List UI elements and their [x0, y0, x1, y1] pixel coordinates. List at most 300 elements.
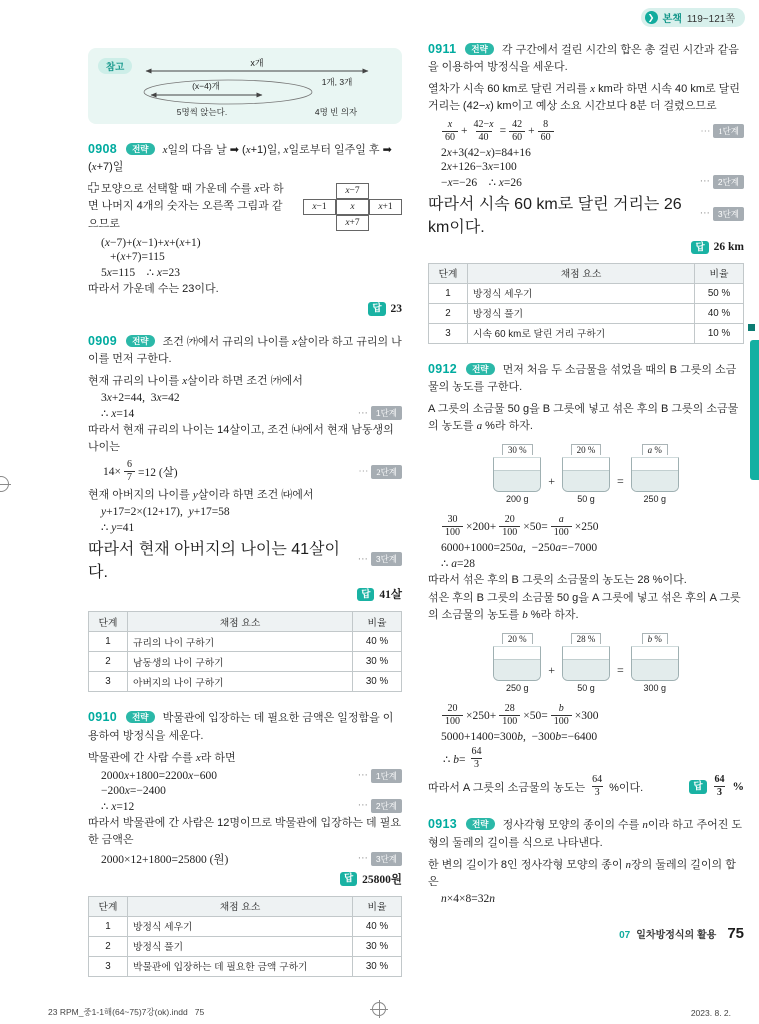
cell-step: 1 — [429, 283, 468, 303]
fraction — [499, 514, 520, 539]
frac-num: 8 — [543, 118, 549, 130]
beaker-amount-label: 50 g — [577, 683, 595, 694]
conclusion-line — [428, 191, 744, 237]
equation: 2x+3(42−x)=84+16 — [441, 146, 531, 159]
conclusion-text: 따라서 현재 아버지의 나이는 41살이다. — [88, 541, 340, 582]
step-marker — [694, 207, 744, 221]
cell-step: 2 — [89, 936, 128, 956]
beaker-liquid — [563, 659, 609, 680]
chevron-icon — [645, 11, 658, 24]
chapter-footer — [428, 925, 744, 942]
beaker-percent-label: b % — [642, 633, 668, 644]
badge-book-label: 본책 — [662, 14, 682, 25]
cell-ratio: 30 % — [353, 936, 402, 956]
problem-number: 0912 — [428, 361, 458, 376]
conclusion-text: 따라서 가운데 수는 23이다. — [88, 283, 219, 296]
beaker-diagram-1 — [428, 444, 744, 504]
step-badge: 2단계 — [371, 465, 402, 479]
fraction — [499, 703, 520, 728]
equation-part: ×50= — [523, 709, 548, 722]
print-footer-left: 23 RPM_중1-1해(64~75)7강(ok).indd 75 — [48, 1007, 205, 1017]
strategy-text: 박물관에 입장하는 데 필요한 금액은 일정함을 이용하여 방정식을 세운다. — [88, 712, 394, 742]
frac-num: b — [558, 703, 564, 715]
step-badge: 3단계 — [371, 852, 402, 866]
cross-shape-icon — [88, 182, 99, 193]
equation: y+17=2×(12+17), y+17=58 — [101, 506, 230, 519]
leader-dots: ⋯ — [357, 770, 368, 782]
fraction — [538, 119, 554, 144]
cell-step: 1 — [89, 916, 128, 936]
fraction — [442, 703, 463, 728]
cross-cell-top: x −7 — [336, 183, 369, 199]
page-ref-badge — [641, 8, 745, 27]
beaker-liquid — [494, 659, 540, 680]
beaker-glass-icon — [631, 646, 679, 681]
table-row — [429, 303, 744, 323]
col-step: 단계 — [429, 263, 468, 283]
equation-line — [428, 175, 744, 189]
equation-line — [88, 392, 402, 404]
equation-line — [88, 265, 402, 279]
body-text: 따라서 박물관에 간 사람은 12명이므로 박물관에 입장하는 데 필요한 금액은 — [88, 816, 401, 846]
fraction — [442, 119, 458, 144]
table-row — [429, 283, 744, 303]
problem-0909 — [88, 332, 402, 693]
chevron-glyph: ❯ — [647, 12, 655, 22]
caption-right: 4명 빈 의자 — [315, 107, 358, 117]
cell-step: 3 — [89, 672, 128, 692]
equation: +(x+7)=115 — [110, 251, 165, 264]
frac-den: 7 — [124, 471, 135, 484]
table-row — [89, 632, 402, 652]
conclusion-line — [88, 536, 402, 582]
registration-mark-bottom — [372, 1002, 386, 1016]
frac-num: 42−x — [473, 118, 494, 130]
operator: + — [461, 125, 468, 138]
answer-value: 23 — [390, 303, 402, 316]
beaker-glass-icon — [562, 646, 610, 681]
strategy-badge: 전략 — [466, 363, 494, 375]
step-marker — [352, 406, 402, 420]
beaker — [562, 633, 610, 693]
cell-ratio: 30 % — [353, 672, 402, 692]
frac-num: 64 — [592, 774, 603, 786]
table-row — [89, 672, 402, 692]
step-marker — [694, 175, 744, 189]
cell-step: 1 — [89, 632, 128, 652]
fraction — [442, 514, 463, 539]
equation-part: ×250+ — [466, 709, 497, 722]
leader-dots: ⋯ — [357, 800, 368, 812]
fraction — [509, 119, 525, 144]
cell-ratio: 40 % — [695, 303, 744, 323]
operator: + — [528, 125, 535, 138]
conclusion-text-end: %이다. — [609, 781, 644, 794]
answer-value: % — [732, 780, 744, 793]
problem-head — [428, 360, 744, 396]
cross-cell-left: x −1 — [303, 199, 336, 215]
table-row — [89, 916, 402, 936]
beaker — [562, 444, 610, 504]
total-count-label: x개 — [250, 58, 264, 68]
frac-den: 40 — [476, 131, 492, 144]
frac-num: 42 — [512, 118, 523, 130]
cell-step: 3 — [429, 323, 468, 343]
equals-operator: = — [617, 663, 624, 678]
frac-num: x — [447, 118, 453, 130]
beaker-percent-label: 20 % — [502, 633, 533, 644]
answer-badge: 답 — [691, 241, 708, 254]
beaker-glass-icon — [493, 646, 541, 681]
equation-line — [88, 520, 402, 534]
strategy-badge: 전략 — [126, 143, 154, 155]
edge-index-square — [748, 324, 755, 331]
cell-criteria: 시속 60 km로 달린 거리 구하기 — [468, 323, 695, 343]
fraction — [589, 774, 605, 799]
beaker — [493, 444, 541, 504]
beaker-liquid — [563, 470, 609, 491]
body-text: 따라서 현재 규리의 나이는 14살이고, 조건 ㈏에서 현재 남동생의 나이는 — [88, 424, 394, 454]
table-row — [89, 652, 402, 672]
chapter-edge-tab — [750, 340, 759, 480]
beaker-percent-label: 28 % — [571, 633, 602, 644]
problem-number: 0909 — [88, 333, 118, 348]
step-badge: 3단계 — [713, 207, 744, 221]
equation-line — [88, 406, 402, 420]
equation-line — [428, 514, 744, 539]
cell-criteria: 아버지의 나이 구하기 — [128, 672, 353, 692]
problem-0910 — [88, 708, 402, 977]
frac-num: 6 — [127, 459, 132, 471]
equals-operator: = — [617, 474, 624, 489]
plus-operator: + — [548, 663, 555, 678]
frac-den: 3 — [592, 786, 603, 799]
strategy-badge: 전략 — [126, 711, 154, 723]
cell-ratio: 40 % — [353, 632, 402, 652]
frac-den: 100 — [499, 526, 520, 539]
reference-label: 참고 — [98, 58, 132, 74]
frac-den: 100 — [551, 526, 572, 539]
leader-dots: ⋯ — [700, 125, 711, 137]
body-text: 현재 아버지의 나이를 y살이라 하면 조건 ㈐에서 — [88, 489, 314, 502]
equation-line — [428, 746, 744, 771]
frac-den: 100 — [442, 526, 463, 539]
badge-pages-label: 119~121쪽 — [686, 14, 735, 25]
step-badge: 2단계 — [713, 175, 744, 189]
step-badge: 2단계 — [371, 799, 402, 813]
problem-head — [428, 40, 744, 76]
plus-operator: + — [548, 474, 555, 489]
strategy-text: 조건 ㈎에서 규리의 나이를 x살이라 하고 규리의 나이를 먼저 구한다. — [88, 335, 402, 366]
col-criteria: 채점 요소 — [128, 612, 353, 632]
left-column — [88, 40, 402, 992]
equation: −x=−26 ∴ x=26 — [441, 176, 522, 189]
fraction — [468, 746, 484, 771]
problem-number: 0910 — [88, 710, 118, 725]
beaker-glass-icon — [562, 457, 610, 492]
cell-criteria: 방정식 세우기 — [128, 916, 353, 936]
leader-dots: ⋯ — [357, 407, 368, 419]
chapter-number: 07 — [619, 929, 631, 941]
beaker-liquid — [494, 470, 540, 491]
equation: ∴ x=14 — [101, 408, 135, 421]
problem-head — [428, 815, 744, 851]
beaker-amount-label: 200 g — [505, 494, 529, 505]
answer-badge: 답 — [689, 780, 706, 793]
page-number: 75 — [727, 924, 744, 942]
strategy-text: 정사각형 모양의 종이의 수를 n이라 하고 주어진 도형의 둘레의 길이를 식으로 나타낸다. — [428, 819, 743, 849]
step-badge: 1단계 — [371, 406, 402, 420]
frac-num: 28 — [504, 703, 515, 715]
leader-dots: ⋯ — [357, 553, 368, 565]
print-footer-right: 2023. 8. 2. — [690, 1008, 731, 1018]
equation-part: ×300 — [574, 709, 599, 722]
step-marker — [352, 799, 402, 813]
body-text: A 그릇의 소금물 50 g을 B 그릇에 넣고 섞은 후의 B 그릇의 소금물의 농도를 a %라 하자. — [428, 403, 739, 433]
equation-line — [88, 769, 402, 783]
cross-cell-center: x — [336, 199, 369, 215]
table-header-row — [429, 263, 744, 283]
equation: 2000×12+1800=25800 (원) — [101, 853, 229, 866]
equation: 2000x+1800=2200x−600 — [101, 769, 217, 782]
beaker — [631, 633, 679, 693]
body-text: 섞은 후의 B 그릇의 소금물 50 g을 A 그릇에 넣고 섞은 후의 A 그릇의 소금물의 농도를 b %라 하자. — [428, 592, 741, 622]
fraction — [551, 514, 572, 539]
answer-badge: 답 — [368, 302, 385, 315]
registration-mark-left — [0, 476, 9, 492]
cell-criteria: 박물관에 입장하는 데 필요한 금액 구하기 — [128, 956, 353, 976]
equation-line — [88, 785, 402, 797]
chair-row-ellipse — [144, 80, 312, 104]
equation-line — [428, 542, 744, 554]
equation-line — [88, 459, 402, 484]
equation: (x−7)+(x−1)+x+(x+1) — [101, 237, 201, 250]
equation: ∴ y=41 — [101, 522, 135, 535]
equation-part: ×250 — [574, 520, 599, 533]
cell-criteria: 방정식 세우기 — [468, 283, 695, 303]
strategy-text: 먼저 처음 두 소금물을 섞었을 때의 B 그릇의 소금물의 농도를 구한다. — [428, 363, 737, 394]
equation-part: ∴ b= — [443, 753, 466, 766]
equation-part: ×200+ — [466, 520, 497, 533]
table-row — [89, 956, 402, 976]
equation-line — [88, 799, 402, 813]
cell-criteria: 방정식 풀기 — [128, 936, 353, 956]
reference-box — [88, 48, 402, 124]
problem-number: 0913 — [428, 817, 458, 832]
col-ratio: 비율 — [353, 896, 402, 916]
problem-head — [88, 332, 402, 368]
body-text: 따라서 섞은 후의 B 그릇의 소금물의 농도는 28 %이다. — [428, 574, 687, 587]
fraction — [124, 459, 135, 484]
body-text: 박물관에 간 사람 수를 x라 하면 — [88, 751, 236, 764]
problem-body — [88, 181, 402, 315]
beaker-diagram-2 — [428, 633, 744, 693]
frac-den: 3 — [714, 786, 725, 799]
leader-dots: ⋯ — [699, 208, 710, 220]
problem-number: 0908 — [88, 142, 118, 156]
body-text: 현재 규리의 나이를 x살이라 하면 조건 ㈎에서 — [88, 375, 303, 388]
chapter-title: 일차방정식의 활용 — [636, 929, 717, 941]
cell-ratio: 40 % — [353, 916, 402, 936]
table-row — [429, 323, 744, 343]
answer-badge: 답 — [357, 588, 374, 601]
col-step: 단계 — [89, 896, 128, 916]
seated-count-label: (x−4)개 — [192, 81, 221, 91]
beaker-percent-label: 30 % — [502, 444, 533, 455]
frac-num: 20 — [504, 514, 515, 526]
col-criteria: 채점 요소 — [128, 896, 353, 916]
beaker-liquid — [632, 659, 678, 680]
answer-value: 41살 — [379, 589, 402, 602]
equation: 3x+2=44, 3x=42 — [101, 392, 180, 405]
fraction — [551, 703, 572, 728]
problem-head — [88, 140, 402, 176]
beaker-percent-label: 20 % — [571, 444, 602, 455]
beaker-amount-label: 50 g — [577, 494, 595, 505]
problem-0912 — [428, 360, 744, 800]
problem-number: 0911 — [428, 42, 457, 56]
answer-badge: 답 — [340, 872, 357, 885]
table-row — [89, 936, 402, 956]
col-criteria: 채점 요소 — [468, 263, 695, 283]
leader-dots: ⋯ — [357, 853, 368, 865]
frac-num: 64 — [714, 774, 725, 786]
frac-den: 3 — [471, 758, 482, 771]
problem-head — [88, 708, 402, 744]
chair-diagram — [140, 58, 374, 118]
strategy-badge: 전략 — [466, 818, 494, 830]
scoring-table — [88, 611, 402, 692]
frac-num: 30 — [447, 514, 458, 526]
step-badge: 1단계 — [713, 124, 744, 138]
cell-ratio: 10 % — [695, 323, 744, 343]
equation-line — [88, 851, 402, 867]
leader-dots: ⋯ — [699, 176, 710, 188]
cell-ratio: 30 % — [353, 652, 402, 672]
col-ratio: 비율 — [353, 612, 402, 632]
beaker-amount-label: 300 g — [643, 683, 667, 694]
body-text-span: 모양으로 선택할 때 가운데 수를 x라 하면 나머지 4개의 숫자는 오른쪽 그림과 같으므로 — [88, 183, 284, 230]
equation: ∴ a=28 — [441, 558, 475, 571]
equation: 5x=115 ∴ x=23 — [101, 267, 180, 280]
cell-ratio: 50 % — [695, 283, 744, 303]
table-header-row — [89, 612, 402, 632]
cell-criteria: 방정식 풀기 — [468, 303, 695, 323]
cross-number-diagram — [303, 183, 402, 231]
equation-line — [428, 161, 744, 173]
problem-0908 — [88, 140, 402, 316]
col-ratio: 비율 — [695, 263, 744, 283]
frac-den: 60 — [442, 131, 458, 144]
content-columns — [88, 40, 744, 992]
strategy-text: 각 구간에서 걸린 시간의 합은 총 걸린 시간과 같음을 이용하여 방정식을 세운다. — [428, 44, 739, 74]
beaker-glass-icon — [493, 457, 541, 492]
caption-left: 5명씩 앉는다. — [177, 107, 228, 117]
conclusion-text: 따라서 A 그릇의 소금물의 농도는 — [428, 781, 586, 794]
strategy-text: x일의 다음 날 ➡ (x+1)일, x일로부터 일주일 후 ➡ (x+7)일 — [88, 144, 392, 174]
frac-num: 64 — [471, 746, 482, 758]
equation-line — [88, 251, 402, 263]
beaker — [493, 633, 541, 693]
fraction — [712, 774, 728, 799]
strategy-badge: 전략 — [465, 43, 493, 55]
equation: −200x=−2400 — [101, 784, 166, 797]
equation-line — [428, 147, 744, 159]
answer-line — [88, 586, 402, 602]
conclusion-text: 따라서 시속 60 km로 달린 거리는 26 km이다. — [428, 195, 682, 236]
operator: = — [499, 125, 507, 138]
equation-line — [428, 556, 744, 570]
beaker-amount-label: 250 g — [643, 494, 667, 505]
equation-line — [88, 237, 402, 249]
equation: 5000+1400=300b, −300b=−6400 — [441, 731, 598, 744]
step-marker — [694, 124, 744, 138]
answer-line — [88, 302, 402, 315]
fraction — [471, 119, 497, 144]
step-marker — [352, 769, 402, 783]
step-badge: 3단계 — [371, 552, 402, 566]
equation-line — [88, 506, 402, 518]
problem-0911 — [428, 40, 744, 344]
beaker-amount-label: 250 g — [505, 683, 529, 694]
right-count-label: 1개, 3개 — [322, 77, 353, 87]
cross-cell-right: x +1 — [369, 199, 402, 215]
beaker — [631, 444, 679, 504]
scoring-table — [88, 896, 402, 977]
step-marker — [352, 465, 402, 479]
frac-den: 100 — [499, 715, 520, 728]
step-marker — [352, 552, 402, 566]
answer-value: 25800원 — [362, 873, 402, 886]
equation-line — [428, 893, 744, 905]
cell-criteria: 규리의 나이 구하기 — [128, 632, 353, 652]
equation: 2x+126−3x=100 — [441, 160, 517, 173]
frac-num: a — [558, 514, 564, 526]
col-step: 단계 — [89, 612, 128, 632]
right-column — [428, 40, 744, 992]
strategy-badge: 전략 — [126, 335, 154, 347]
table-header-row — [89, 896, 402, 916]
equation-line — [428, 119, 744, 144]
frac-num: 20 — [447, 703, 458, 715]
equation-part: 14× — [103, 465, 121, 478]
cell-criteria: 남동생의 나이 구하기 — [128, 652, 353, 672]
cell-step: 3 — [89, 956, 128, 976]
body-text: 한 변의 길이가 8인 정사각형 모양의 종이 n장의 둘레의 길이의 합은 — [428, 858, 736, 888]
body-text: 열차가 시속 60 km로 달린 거리를 x km라 하면 시속 40 km로 달린 거리는 (42−x) km이고 예상 소요 시간보다 8분 더 걸렸으므로 — [428, 83, 740, 113]
beaker-percent-label: a % — [642, 444, 668, 455]
equation-part: =12 (살) — [138, 466, 178, 479]
step-badge: 1단계 — [371, 769, 402, 783]
answer-group — [689, 774, 744, 799]
cell-step: 2 — [429, 303, 468, 323]
frac-den: 60 — [509, 131, 525, 144]
equation-line — [428, 703, 744, 728]
beaker-glass-icon — [631, 457, 679, 492]
frac-den: 60 — [538, 131, 554, 144]
equation-line — [428, 731, 744, 743]
answer-value: 26 km — [713, 241, 744, 254]
equation: ∴ x=12 — [101, 800, 135, 813]
cell-ratio: 30 % — [353, 956, 402, 976]
cross-cell-bottom: x +7 — [336, 215, 369, 231]
conclusion-answer-line — [428, 774, 744, 799]
answer-line — [428, 241, 744, 254]
leader-dots: ⋯ — [358, 466, 369, 478]
answer-line — [88, 871, 402, 887]
step-marker — [352, 852, 402, 866]
frac-den: 100 — [551, 715, 572, 728]
